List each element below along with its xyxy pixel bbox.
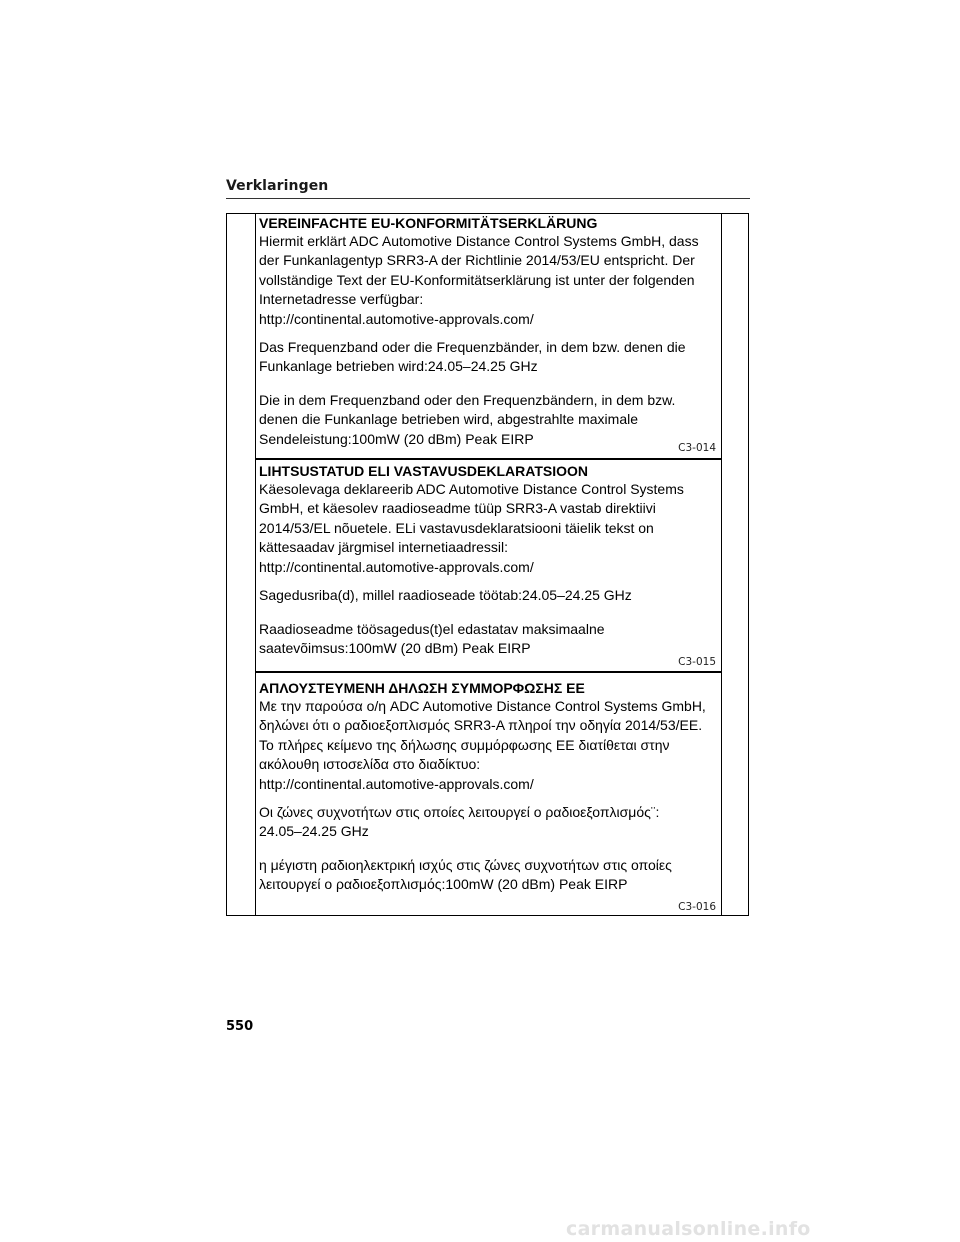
declaration-paragraph: Die in dem Frequenzband oder den Frequenzbändern, in dem bzw. denen die Funkanlage betrieben wird, abgestrahlte maximale Sendeleistung:100mW (20 dBm) Peak EIRP xyxy=(259,392,676,447)
declaration-paragraph: Raadioseadme töösagedus(t)el edastatav maksimaalne saatevõimsus:100mW (20 dBm) Peak EIRP xyxy=(259,621,605,657)
declaration-heading: LIHTSUSTATUD ELI VASTAVUSDEKLARATSIOON xyxy=(259,463,588,479)
declaration-block-estonian xyxy=(256,460,721,673)
declaration-code: C3-016 xyxy=(678,901,716,913)
title-divider xyxy=(226,198,750,199)
declaration-heading: ΑΠΛΟΥΣΤΕΥΜΕΝΗ ΔΗΛΩΣΗ ΣΥΜΜΟΡΦΩΣΗΣ ΕΕ xyxy=(259,680,585,696)
section-title: Verklaringen xyxy=(226,178,329,194)
declarations-content xyxy=(255,213,722,916)
declaration-paragraph: Με την παρούσα ο/η ADC Automotive Distance Control Systems GmbH, δηλώνει ότι ο ραδιοεξοπλισμός SRR3-A πληροί την οδηγία 2014/53/ΕΕ. Το πλήρες κείμενο της δήλωσης συμμόρφωσης ΕΕ διατίθεται στην ακόλουθη ιστοσελίδα στο διαδίκτυο: http://continental.automotive-approvals.com/ xyxy=(259,698,706,792)
declaration-paragraph: Οι ζώνες συχνοτήτων στις οποίες λειτουργεί ο ραδιοεξοπλισμός¨: 24.05–24.25 GHz xyxy=(259,804,660,840)
declaration-paragraph: Sagedusriba(d), millel raadioseade töötab:24.05–24.25 GHz xyxy=(259,587,632,603)
declaration-code: C3-015 xyxy=(678,656,716,668)
watermark-text: carmanualsonline.info xyxy=(566,1218,811,1240)
page-number: 550 xyxy=(226,1019,254,1034)
declaration-paragraph: Käesolevaga deklareerib ADC Automotive Distance Control Systems GmbH, et käesolev raadioseadme tüüp SRR3-A vastab direktiivi 2014/53/EL nõuetele. ELi vastavusdeklaratsiooni täielik tekst on kättesaadav järgmisel internetiaadressil: http://continental.automotive-approvals.com/ xyxy=(259,481,684,575)
declaration-paragraph: η μέγιστη ραδιοηλεκτρική ισχύς στις ζώνες συχνοτήτων στις οποίες λειτουργεί ο ραδιοεξοπλισμός:100mW (20 dBm) Peak EIRP xyxy=(259,857,672,893)
declaration-paragraph: Hiermit erklärt ADC Automotive Distance Control Systems GmbH, dass der Funkanlagentyp SRR3-A der Richtlinie 2014/53/EU entspricht. Der vollständige Text der EU-Konformitätserklärung ist unter der folgenden Internetadresse verfügbar: http://continental.automotive-approvals.com/ xyxy=(259,233,699,327)
declaration-code: C3-014 xyxy=(678,442,716,454)
declaration-block-greek xyxy=(256,673,721,916)
declaration-block-german xyxy=(256,213,721,460)
declaration-heading: VEREINFACHTE EU-KONFORMITÄTSERKLÄRUNG xyxy=(259,215,598,231)
declaration-paragraph: Das Frequenzband oder die Frequenzbänder, in dem bzw. denen die Funkanlage betrieben wird:24.05–24.25 GHz xyxy=(259,339,686,375)
